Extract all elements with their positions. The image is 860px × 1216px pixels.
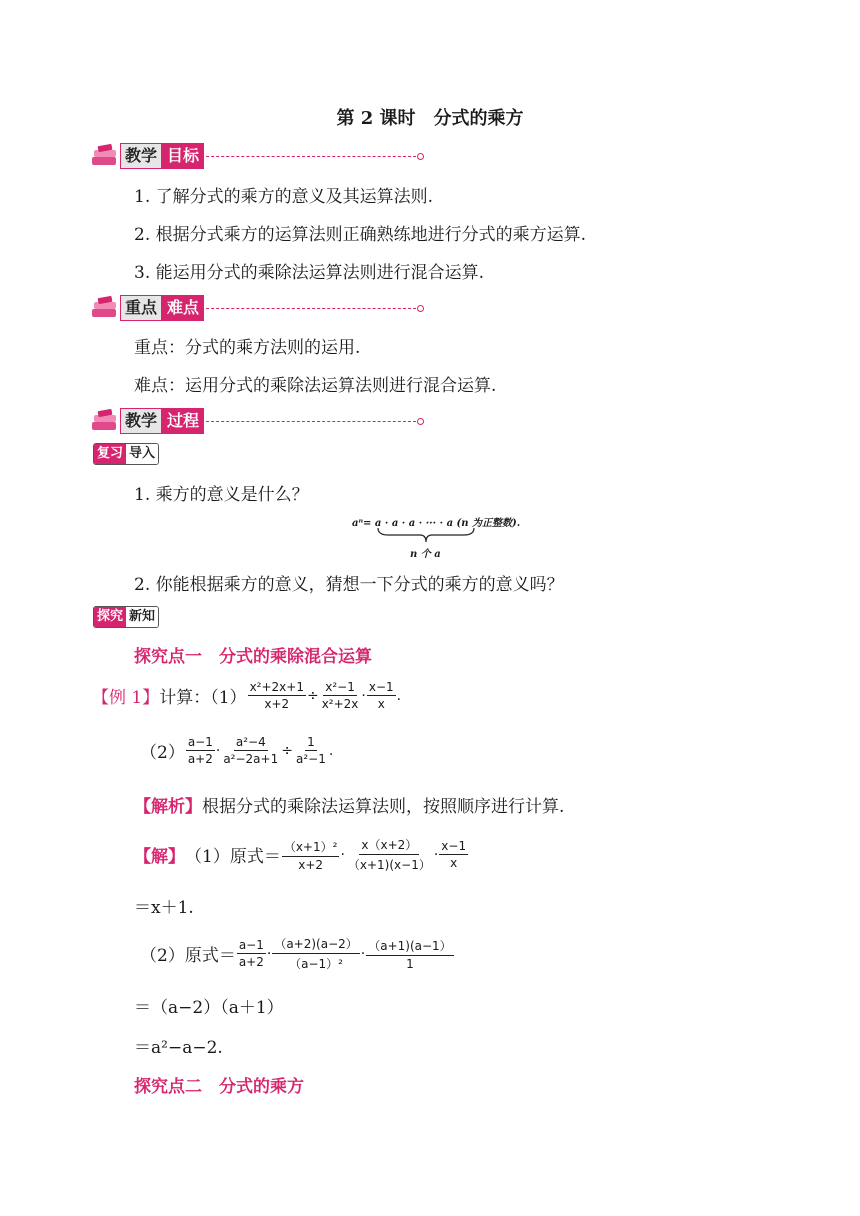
review-tag-part2: 导入 [126, 444, 158, 464]
goal-item: 1. 了解分式的乘方的意义及其运算法则. [134, 187, 434, 207]
fraction: $\frac{x(x+2)}{(x+1)(x-1)}$ [347, 838, 431, 872]
section-banner-keys [92, 295, 424, 321]
multiply-operator: · [266, 945, 272, 962]
dashed-divider [206, 308, 416, 309]
example-label: 【例 1】 [92, 688, 160, 708]
solution-2-line-2: ＝（a−2）（a＋1） [134, 998, 284, 1018]
books-icon [92, 410, 118, 432]
divide-operator: ÷ [281, 742, 293, 759]
example-prompt: 计算：（1） [159, 688, 247, 708]
analysis [134, 792, 564, 817]
solution-part-1 [134, 836, 469, 873]
dashed-divider [206, 156, 416, 157]
banner-label-part1: 重点 [120, 295, 162, 321]
fraction: $\frac{1}{\text{a²−1}}$ [295, 735, 326, 766]
circle-end-icon [417, 418, 424, 425]
fraction: $\frac{x-1}{x}$ [441, 839, 467, 870]
explore-tag [93, 606, 159, 628]
example-1-part-1 [92, 680, 401, 711]
review-tag-part1: 复习 [94, 444, 126, 464]
books-icon [92, 297, 118, 319]
multiply-operator: · [340, 846, 345, 863]
underbrace-icon [376, 526, 476, 544]
multiply-operator: · [361, 687, 366, 704]
fraction: $\frac{\text{x²−1}}{\text{x²+2x}}$ [321, 680, 359, 711]
circle-end-icon [417, 305, 424, 312]
example-1-part-2 [140, 735, 333, 766]
solution-1-result: ＝x＋1. [134, 898, 194, 918]
explore-tag-part1: 探究 [94, 607, 126, 627]
power-definition: aⁿ= a · a · a · ··· · a (n 为正整数). [352, 518, 521, 529]
fraction: $\frac{x-1}{x}$ [368, 680, 394, 711]
banner-label-part2: 过程 [162, 408, 204, 434]
fraction: $\frac{(a+2)(a-2)}{\text{（a−1）²}}$ [274, 937, 358, 971]
key-point: 重点：分式的乘方法则的运用. [134, 338, 361, 358]
section-banner-goals [92, 143, 424, 169]
fraction: $\frac{\text{（x+1）²}}{x+2}$ [283, 839, 338, 872]
solution-part-2 [140, 935, 455, 972]
fraction: $\frac{a-1}{a+2}$ [187, 735, 213, 766]
solution-label: 【解】 [134, 847, 185, 867]
explore-tag-part2: 新知 [126, 607, 158, 627]
fraction: $\frac{(a+1)(a-1)}{1}$ [368, 938, 452, 971]
period: . [328, 742, 334, 759]
fraction: $\frac{\text{x²+2x+1}}{x+2}$ [249, 680, 304, 711]
part-label: （2） [140, 743, 185, 763]
circle-end-icon [417, 153, 424, 160]
banner-label-part2: 目标 [162, 143, 204, 169]
review-tag [93, 443, 159, 465]
explore-point-1: 探究点一 分式的乘除混合运算 [134, 647, 372, 667]
multiply-operator: · [433, 846, 439, 863]
page-title: 第 2 课时 分式的乘方 [336, 108, 524, 129]
multiply-operator: · [215, 742, 221, 759]
fraction: $\frac{a-1}{a+2}$ [238, 938, 264, 969]
power-underbrace-label: n 个 a [410, 549, 441, 560]
analysis-label: 【解析】 [134, 797, 202, 817]
period: . [396, 687, 402, 704]
divide-operator: ÷ [306, 687, 319, 704]
banner-label-part1: 教学 [120, 143, 162, 169]
explore-point-2: 探究点二 分式的乘方 [134, 1077, 304, 1097]
multiply-operator: · [360, 945, 366, 962]
review-question-1: 1. 乘方的意义是什么？ [134, 485, 309, 505]
books-icon [92, 145, 118, 167]
goal-item: 2. 根据分式乘方的运算法则正确熟练地进行分式的乘方运算. [134, 225, 587, 245]
goal-item: 3. 能运用分式的乘除法运算法则进行混合运算. [134, 263, 485, 283]
solution-prefix: （1）原式＝ [185, 847, 281, 867]
analysis-text: 根据分式的乘除法运算法则，按照顺序进行计算. [202, 797, 565, 817]
section-banner-process [92, 408, 424, 434]
dashed-divider [206, 421, 416, 422]
solution-2-line-3: ＝a²−a−2. [134, 1038, 223, 1058]
banner-label-part2: 难点 [162, 295, 204, 321]
fraction: $\frac{\text{a²−4}}{\text{a²−2a+1}}$ [223, 735, 279, 766]
difficult-point: 难点：运用分式的乘除法运算法则进行混合运算. [134, 376, 497, 396]
solution-prefix: （2）原式＝ [140, 946, 236, 966]
banner-label-part1: 教学 [120, 408, 162, 434]
review-question-2: 2. 你能根据乘方的意义，猜想一下分式的乘方的意义吗？ [134, 575, 564, 595]
